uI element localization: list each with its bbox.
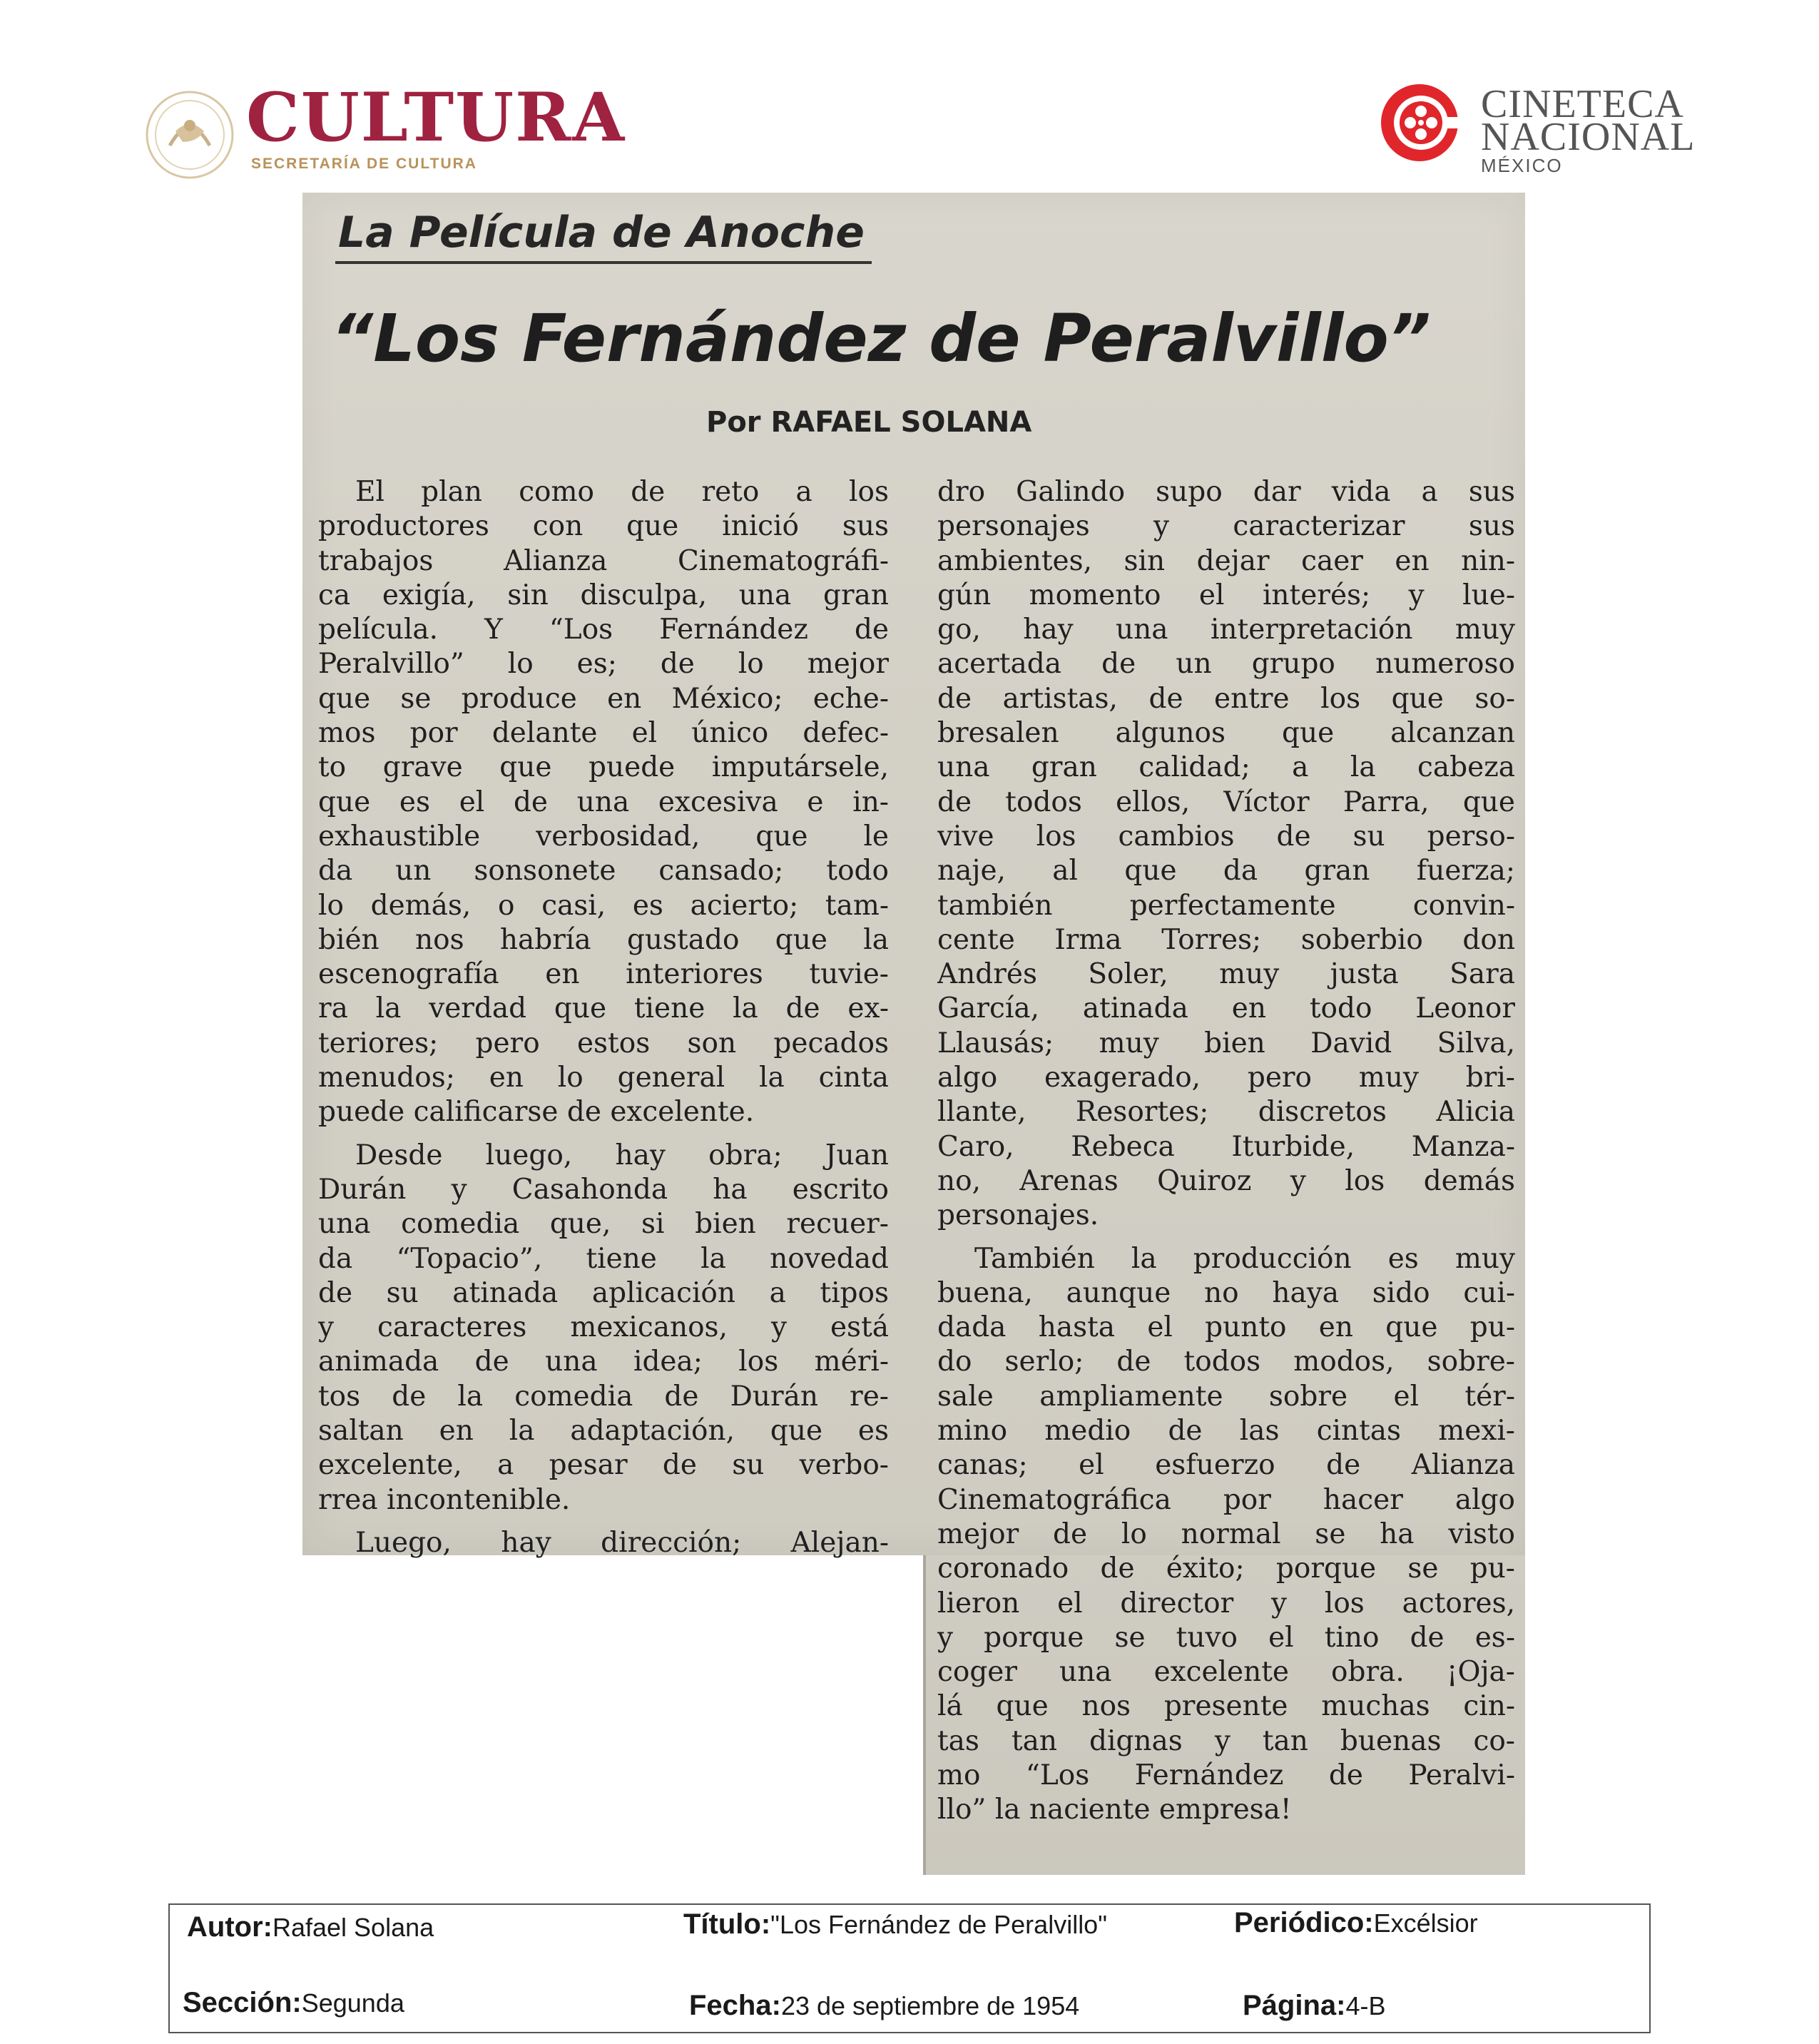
- article-line: mos por delante el único defec-: [318, 717, 889, 750]
- article-line: naje, al que da gran fuerza;: [937, 855, 1515, 888]
- article-line: sale ampliamente sobre el tér-: [937, 1380, 1515, 1413]
- article-line: da “Topacio”, tiene la novedad: [318, 1242, 889, 1275]
- article-line: do serlo; de todos modos, sobre-: [937, 1346, 1515, 1378]
- fecha-label: Fecha:: [689, 1990, 781, 2021]
- article-headline: “Los Fernández de Peralvillo”: [331, 300, 1431, 377]
- film-reel-icon: [1377, 80, 1462, 166]
- article-line: acertada de un grupo numeroso: [937, 648, 1515, 681]
- cultura-logo-title: CULTURA: [246, 78, 626, 157]
- titulo-label: Título:: [683, 1908, 771, 1940]
- article-line: bresalen algunos que alcanzan: [937, 717, 1515, 750]
- article-line: lá que nos presente muchas cin-: [937, 1690, 1515, 1723]
- cultura-logo-subtitle: SECRETARÍA DE CULTURA: [251, 156, 477, 172]
- kicker-underline: [335, 261, 872, 264]
- metadata-fecha: [689, 1988, 1188, 2023]
- titulo-value: "Los Fernández de Peralvillo": [770, 1910, 1107, 1939]
- article-line: mejor de lo normal se ha visto: [937, 1517, 1515, 1550]
- article-line: no, Arenas Quiroz y los demás: [937, 1164, 1515, 1197]
- article-line: ra la verdad que tiene la de ex-: [318, 992, 889, 1025]
- periodico-label: Periódico:: [1234, 1907, 1374, 1938]
- article-line: una comedia que, si bien recuer-: [318, 1208, 889, 1241]
- article-line: película. Y “Los Fernández de: [318, 614, 889, 646]
- article-line: que es el de una excesiva e in-: [318, 785, 889, 818]
- article-line: mino medio de las cintas mexi-: [937, 1415, 1515, 1448]
- article-line: gún momento el interés; y lue-: [937, 579, 1515, 611]
- seccion-value: Segunda: [301, 1988, 404, 2018]
- article-line: tos de la comedia de Durán re-: [318, 1380, 889, 1413]
- article-line: Durán y Casahonda ha escrito: [318, 1173, 889, 1206]
- article-line: que se produce en México; eche-: [318, 682, 889, 715]
- article-line: de artistas, de entre los que so-: [937, 682, 1515, 715]
- article-right-column: [937, 475, 1515, 1873]
- article-line: También la producción es muy: [974, 1242, 1515, 1275]
- article-line: lieron el director y los actores,: [937, 1587, 1515, 1620]
- article-line: personajes y caracterizar sus: [937, 510, 1515, 543]
- cineteca-logo-line2: NACIONAL: [1481, 115, 1696, 159]
- article-line: también perfectamente convin-: [937, 889, 1515, 922]
- article-paragraph: [937, 1242, 1515, 1828]
- article-paragraph: [318, 1139, 889, 1517]
- article-line: bién nos habría gustado que la: [318, 923, 889, 956]
- article-line: García, atinada en todo Leonor: [937, 992, 1515, 1025]
- article-line: una gran calidad; a la cabeza: [937, 751, 1515, 784]
- metadata-seccion: [183, 1985, 496, 2020]
- article-line: y caracteres mexicanos, y está: [318, 1311, 889, 1344]
- mexican-seal-icon: [140, 88, 247, 181]
- article-line: teriores; pero estos son pecados: [318, 1027, 889, 1059]
- article-line: Cinematográfica por hacer algo: [937, 1483, 1515, 1516]
- article-line: puede calificarse de excelente.: [318, 1096, 755, 1129]
- metadata-autor: [187, 1909, 501, 1945]
- seccion-label: Sección:: [183, 1987, 302, 2018]
- periodico-value: Excélsior: [1373, 1908, 1478, 1938]
- article-line: de su atinada aplicación a tipos: [318, 1276, 889, 1309]
- article-line: y porque se tuvo el tino de es-: [937, 1621, 1515, 1654]
- article-line: vive los cambios de su perso-: [937, 820, 1515, 853]
- article-line: canas; el esfuerzo de Alianza: [937, 1449, 1515, 1482]
- article-paragraph: [318, 1526, 889, 1560]
- article-line: cente Irma Torres; soberbio don: [937, 923, 1515, 956]
- article-line: rrea incontenible.: [318, 1483, 571, 1516]
- article-line: lo demás, o casi, es acierto; tam-: [318, 889, 889, 922]
- article-line: personajes.: [937, 1199, 1099, 1232]
- article-line: dada hasta el punto en que pu-: [937, 1311, 1515, 1344]
- article-kicker: La Película de Anoche: [338, 208, 865, 258]
- cineteca-logo-line3: MÉXICO: [1481, 155, 1563, 176]
- article-line: to grave que puede imputársele,: [318, 751, 889, 784]
- article-line: excelente, a pesar de su verbo-: [318, 1449, 889, 1482]
- article-line: da un sonsonete cansado; todo: [318, 855, 889, 888]
- article-line: escenografía en interiores tuvie-: [318, 958, 889, 991]
- metadata-pagina: [1243, 1988, 1528, 2023]
- article-line: saltan en la adaptación, que es: [318, 1415, 889, 1448]
- article-line: Desde luego, hay obra; Juan: [355, 1139, 889, 1171]
- article-line: llo” la naciente empresa!: [937, 1794, 1292, 1826]
- cineteca-logo-line1: CINETECA: [1481, 82, 1684, 126]
- article-line: Luego, hay dirección; Alejan-: [355, 1526, 889, 1559]
- metadata-periodico: [1234, 1905, 1605, 1941]
- article-paragraph: [318, 475, 889, 1130]
- article-line: de todos ellos, Víctor Parra, que: [937, 785, 1515, 818]
- article-line: Peralvillo” lo es; de lo mejor: [318, 648, 889, 681]
- article-line: go, hay una interpretación muy: [937, 614, 1515, 646]
- article-line: Caro, Rebeca Iturbide, Manza-: [937, 1130, 1515, 1163]
- article-line: coronado de éxito; porque se pu-: [937, 1552, 1515, 1585]
- article-line: tas tan dignas y tan buenas co-: [937, 1724, 1515, 1757]
- article-line: ambientes, sin dejar caer en nin-: [937, 544, 1515, 577]
- autor-label: Autor:: [187, 1911, 272, 1943]
- pagina-value: 4-B: [1345, 1991, 1386, 2020]
- article-line: El plan como de reto a los: [355, 476, 889, 508]
- article-line: productores con que inició sus: [318, 510, 889, 543]
- pagina-label: Página:: [1243, 1990, 1346, 2021]
- fecha-value: 23 de septiembre de 1954: [780, 1991, 1080, 2020]
- metadata-titulo: [683, 1906, 1183, 1942]
- article-byline: Por RAFAEL SOLANA: [706, 406, 1032, 439]
- article-line: mo “Los Fernández de Peralvi-: [937, 1759, 1515, 1791]
- article-left-column: [318, 475, 889, 1559]
- article-line: exhaustible verbosidad, que le: [318, 820, 889, 853]
- article-line: algo exagerado, pero muy bri-: [937, 1062, 1515, 1094]
- autor-value: Rafael Solana: [272, 1913, 434, 1942]
- article-line: Andrés Soler, muy justa Sara: [937, 958, 1515, 991]
- article-line: animada de una idea; los méri-: [318, 1346, 889, 1378]
- article-line: llante, Resortes; discretos Alicia: [937, 1096, 1515, 1129]
- article-line: ca exigía, sin disculpa, una gran: [318, 579, 889, 611]
- article-line: coger una excelente obra. ¡Oja-: [937, 1656, 1515, 1689]
- article-line: menudos; en lo general la cinta: [318, 1062, 889, 1094]
- article-line: buena, aunque no haya sido cui-: [937, 1276, 1515, 1309]
- article-paragraph: [937, 475, 1515, 1234]
- article-line: dro Galindo supo dar vida a sus: [937, 476, 1515, 508]
- article-line: Llausás; muy bien David Silva,: [937, 1027, 1515, 1059]
- article-line: trabajos Alianza Cinematográfi-: [318, 544, 889, 577]
